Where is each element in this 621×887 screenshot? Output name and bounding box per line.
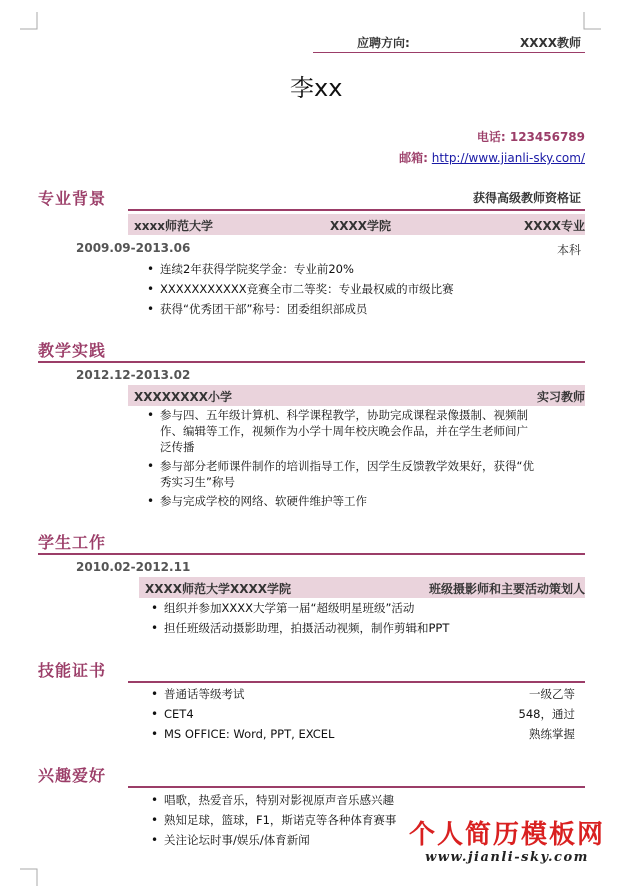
degree: 本科 [556,243,581,257]
hobbies-list [150,792,450,848]
position-rule [313,52,585,53]
section-title-hobbies: 兴趣爱好 [38,766,107,785]
list-item: • 担任班级活动摄影助理，拍摄活动视频，制作剪辑和PPT [150,620,570,636]
skill-item [150,686,575,702]
student-org: XXXX师范大学XXXX学院 [145,582,292,596]
corner-mark-top-right [583,12,601,30]
skill-name: 普通话等级考试 [164,687,245,701]
major-name: XXXX专业 [523,219,585,233]
section-title-background: 专业背景 [38,189,107,208]
section-title-teaching: 教学实践 [38,341,107,360]
email-line [399,149,585,166]
teaching-role: 实习教师 [536,390,585,404]
list-item: • 参与四、五年级计算机、科学课程教学，协助完成课程录像摄制、视频制作、编辑等工作，视频作为小学十周年校庆晚会作品，并在学生老师间广泛传播 [146,407,538,455]
student-list [150,600,570,636]
list-item: • 唱歌，热爱音乐，特别对影视原声音乐感兴趣 [150,792,450,808]
skill-value: 548，通过 [518,707,575,721]
skills-list [150,686,575,742]
student-date: 2010.02-2012.11 [76,560,191,574]
list-item: • 关注论坛时事/娱乐/体育新闻 [150,832,450,848]
skill-value: 一级乙等 [529,687,575,701]
watermark-url: www.jianli-sky.com [425,850,589,865]
corner-mark-top-left [20,12,38,30]
list-item: • 熟知足球，篮球，F1，斯诺克等各种体育赛事 [150,812,450,828]
watermark-title: 个人简历模板网 [408,820,605,850]
background-date: 2009.09-2013.06 [76,241,191,255]
teaching-org: XXXXXXXX小学 [134,390,233,404]
college-name: XXXX学院 [330,219,392,233]
section-title-skills: 技能证书 [38,661,107,680]
list-item: • 连续2年获得学院奖学金：专业前20% [146,261,546,277]
email-link[interactable]: http://www.jianli-sky.com/ [431,151,585,165]
section-rule-teaching [38,361,585,363]
watermark-logo [409,820,605,865]
section-rule-background [128,209,585,211]
skill-item [150,706,575,722]
candidate-name: 李xx [290,74,343,102]
position-label: 应聘方向: [357,36,410,50]
teaching-date: 2012.12-2013.02 [76,368,191,382]
section-rule-skills [128,681,585,683]
teaching-band [128,385,585,406]
student-role: 班级摄影师和主要活动策划人 [428,582,585,596]
section-rule-hobbies [128,786,585,788]
list-item: • 参与部分老师课件制作的培训指导工作，因学生反馈教学效果好，获得“优秀实习生”称号 [146,458,538,490]
section-title-student: 学生工作 [38,533,107,552]
school-name: xxxx师范大学 [134,219,213,233]
school-band [128,214,585,235]
email-label: 邮箱: [399,151,428,165]
list-item: • 组织并参加XXXX大学第一届“超级明星班级”活动 [150,600,570,616]
phone-label: 电话: [476,130,506,144]
position-value: XXXX教师 [519,36,581,50]
list-item: • 参与完成学校的网络、软硬件维护等工作 [146,493,538,509]
phone-value: 123456789 [509,130,585,144]
section-rule-student [38,553,585,555]
corner-mark-bottom-left [20,868,38,886]
student-band [139,577,585,598]
teacher-cert: 获得高级教师资格证 [472,191,581,205]
background-list [146,261,546,317]
skill-item [150,726,575,742]
phone-line [477,128,585,145]
teaching-list [146,407,538,509]
skill-name: CET4 [164,707,194,721]
list-item: • XXXXXXXXXXX竞赛全市二等奖：专业最权威的市级比赛 [146,281,546,297]
skill-name: MS OFFICE: Word, PPT, EXCEL [164,727,335,741]
skill-value: 熟练掌握 [529,727,575,741]
list-item: • 获得“优秀团干部”称号：团委组织部成员 [146,301,546,317]
